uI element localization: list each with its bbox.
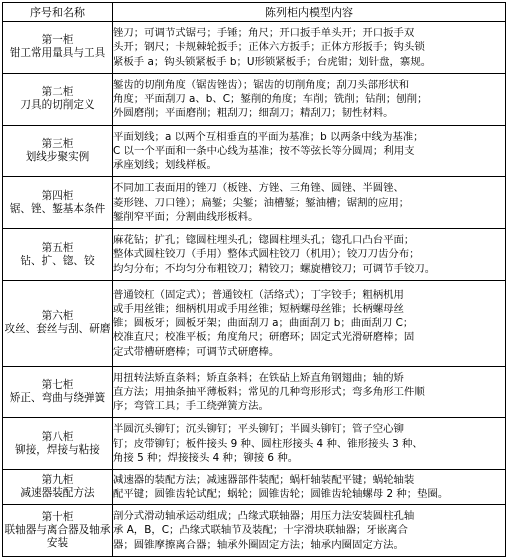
cabinet-label: [3, 470, 113, 505]
content-line: 麻花钻；扩孔；锪圆柱埋头孔；锪圆柱埋头孔；锪孔口凸台平面；: [113, 234, 415, 247]
table-row: [3, 229, 506, 281]
header-cabinet-content: 陈列柜内模型内容: [113, 3, 506, 22]
cabinet-title: 钳工常用量具与工具: [9, 47, 106, 60]
content-line: 或手用丝锥；细柄机用或手用丝锥；短柄螺母丝锥；长柄螺母丝: [113, 302, 404, 315]
cabinet-label: [3, 280, 113, 366]
content-line: 头开；钢尺；卡规棘轮扳手；正体六方扳手；正体方形扳手；钩头锁: [113, 41, 425, 54]
content-line: 角度；平面刮刀 a、b、C；錾削的角度；车削；铣削；钻削；刨削；: [113, 93, 428, 106]
cabinet-number: 第九柜: [41, 474, 74, 487]
cabinet-title: 划线步聚实例: [25, 150, 90, 163]
content-line: 菱形锉、刀口锉）；扁錾；尖錾；油槽錾；錾油槽；锯割的应用；: [113, 196, 410, 209]
content-line: 普通铰杠（固定式）；普通铰杠（活络式）；丁字铰手；粗柄机用: [113, 288, 404, 301]
cabinet-number: 第十柜: [41, 511, 74, 524]
table-header-row: [3, 3, 506, 22]
table-row: [3, 470, 506, 505]
table-row: [3, 125, 506, 177]
cabinet-number: 第三柜: [41, 137, 74, 150]
cabinet-title: 刀具的切削定义: [20, 99, 95, 112]
content-line: 剖分式滑动轴承运动组成；凸缘式联轴器；用压力法安装圆柱孔轴: [113, 510, 415, 523]
cabinet-title: 锯、锉、錾基本条件: [9, 202, 106, 215]
content-line: 器；圆锥摩擦离合器；轴承外圈固定方法；轴承内圈固定方法。: [113, 538, 404, 551]
table-row: [3, 177, 506, 229]
content-line: 平面划线；a 以两个互相垂直的平面为基准；b 以两条中线为基准；: [113, 130, 424, 143]
cabinet-number: 第五柜: [41, 241, 74, 254]
table-row: [3, 280, 506, 366]
cabinet-label: [3, 73, 113, 125]
content-line: 配平键；圆锥齿轮试配；蜗轮；圆锥齿轮；圆锥齿轮轴螺母 2 种；垫圈。: [113, 488, 449, 501]
content-line: 角接 5 种；焊接接头 4 种；铆接 6 种。: [113, 451, 299, 464]
cabinet-title: 攻丝、套丝与刮、研磨: [4, 323, 111, 336]
content-line: 直方法；用抽条抽平薄板料；常见的几种弯形形式；弯多角形工件顺: [113, 385, 425, 398]
content-line: 校准直尺；校准平板；角度角尺；研磨环；固定式光滑研磨棒；固: [113, 331, 415, 344]
content-line: 整体式圆柱铰刀（手用）整体式圆柱铰刀（机用）；铰刀刀齿分布；: [113, 248, 420, 261]
cabinet-content: [113, 125, 506, 177]
cabinet-number: 第八柜: [41, 430, 74, 443]
cabinet-title: 钻、扩、锪、铰: [20, 254, 95, 267]
cabinet-number: 第一柜: [41, 34, 74, 47]
cabinet-content: [113, 470, 506, 505]
content-line: 减速器的装配方法；减速器部件装配；蜗杆轴装配平键；蜗轮轴装: [113, 473, 415, 486]
content-line: 定式带槽研磨棒；可调节式研磨棒。: [113, 345, 280, 358]
table-row: [3, 418, 506, 470]
cabinet-number: 第六柜: [41, 310, 74, 323]
table-body: [3, 22, 506, 557]
table-row: [3, 505, 506, 557]
cabinet-label: [3, 177, 113, 229]
cabinet-content: [113, 505, 506, 557]
content-line: 承座划线；划线样板。: [113, 159, 217, 172]
content-line: 锉刀；可调节式锯弓；手锤；角尺；开口扳手单头开；开口扳手双: [113, 26, 415, 39]
cabinet-title: 减速器装配方法: [20, 487, 95, 500]
content-line: 外圆磨削；平面磨削；粗刮刀；细刮刀；精刮刀；韧性材料。: [113, 107, 394, 120]
cabinet-number: 第七柜: [41, 378, 74, 391]
cabinet-number: 第二柜: [41, 86, 74, 99]
header-cabinet-name: 序号和名称: [3, 3, 113, 22]
cabinet-content: [113, 73, 506, 125]
cabinet-content: [113, 418, 506, 470]
content-line: 锥；圆板牙；圆板牙架；曲面刮刀 a；曲面刮刀 b；曲面刮刀 C；: [113, 317, 414, 330]
content-line: C 以一个平面和一条中心线为基准；按不等弦长等分圆周；利用支: [113, 144, 415, 157]
cabinet-table: [2, 2, 506, 557]
content-line: 不同加工表面用的锉刀（板锉、方锉、三角锉、圆锉、半圆锉、: [113, 182, 404, 195]
cabinet-title: 铆接，焊接与粘接: [15, 443, 100, 456]
content-line: 錾削窄平面；分割曲线形板料。: [113, 210, 259, 223]
cabinet-title: 联轴器与离合器及轴承安装: [4, 524, 111, 550]
cabinet-label: [3, 505, 113, 557]
cabinet-title: 矫正、弯曲与绕弹簧: [9, 391, 106, 404]
content-line: 承 A，B，C；凸缘式联轴节及装配；十字滑块联轴器；牙嵌离合: [113, 524, 408, 537]
content-line: 均匀分布；不均匀分布粗铰刀；精铰刀；螺旋槽铰刀；可调节手铰刀。: [113, 262, 436, 275]
cabinet-content: [113, 22, 506, 74]
cabinet-content: [113, 229, 506, 281]
cabinet-content: [113, 366, 506, 418]
content-line: 紧板手 a；钩头锁紧板手 b；U形锁紧板手；台虎钳；划针盘，寨规。: [113, 55, 432, 68]
cabinet-label: [3, 22, 113, 74]
table-row: [3, 22, 506, 74]
cabinet-content: [113, 177, 506, 229]
content-line: 用扭转法矫直条料；矫直条料；在铁砧上矫直角钢翅曲；轴的矫: [113, 371, 404, 384]
content-line: 錾齿的切削角度（锯齿锉齿）；锯齿的切削角度；刮刀头部形状和: [113, 78, 410, 91]
content-line: 序；弯管工具；手工绕弹簧方法。: [113, 400, 269, 413]
table-row: [3, 366, 506, 418]
cabinet-number: 第四柜: [41, 189, 74, 202]
cabinet-label: [3, 418, 113, 470]
table-row: [3, 73, 506, 125]
cabinet-label: [3, 125, 113, 177]
content-line: 半圆沉头铆钉；沉头铆钉；平头铆钉；半圆头铆钉；管子空心铆: [113, 423, 404, 436]
cabinet-label: [3, 366, 113, 418]
content-line: 钉；皮带铆钉；板件接头 9 种、圆柱形接头 4 种、锥形接头 3 种、: [113, 437, 423, 450]
cabinet-content: [113, 280, 506, 366]
cabinet-label: [3, 229, 113, 281]
